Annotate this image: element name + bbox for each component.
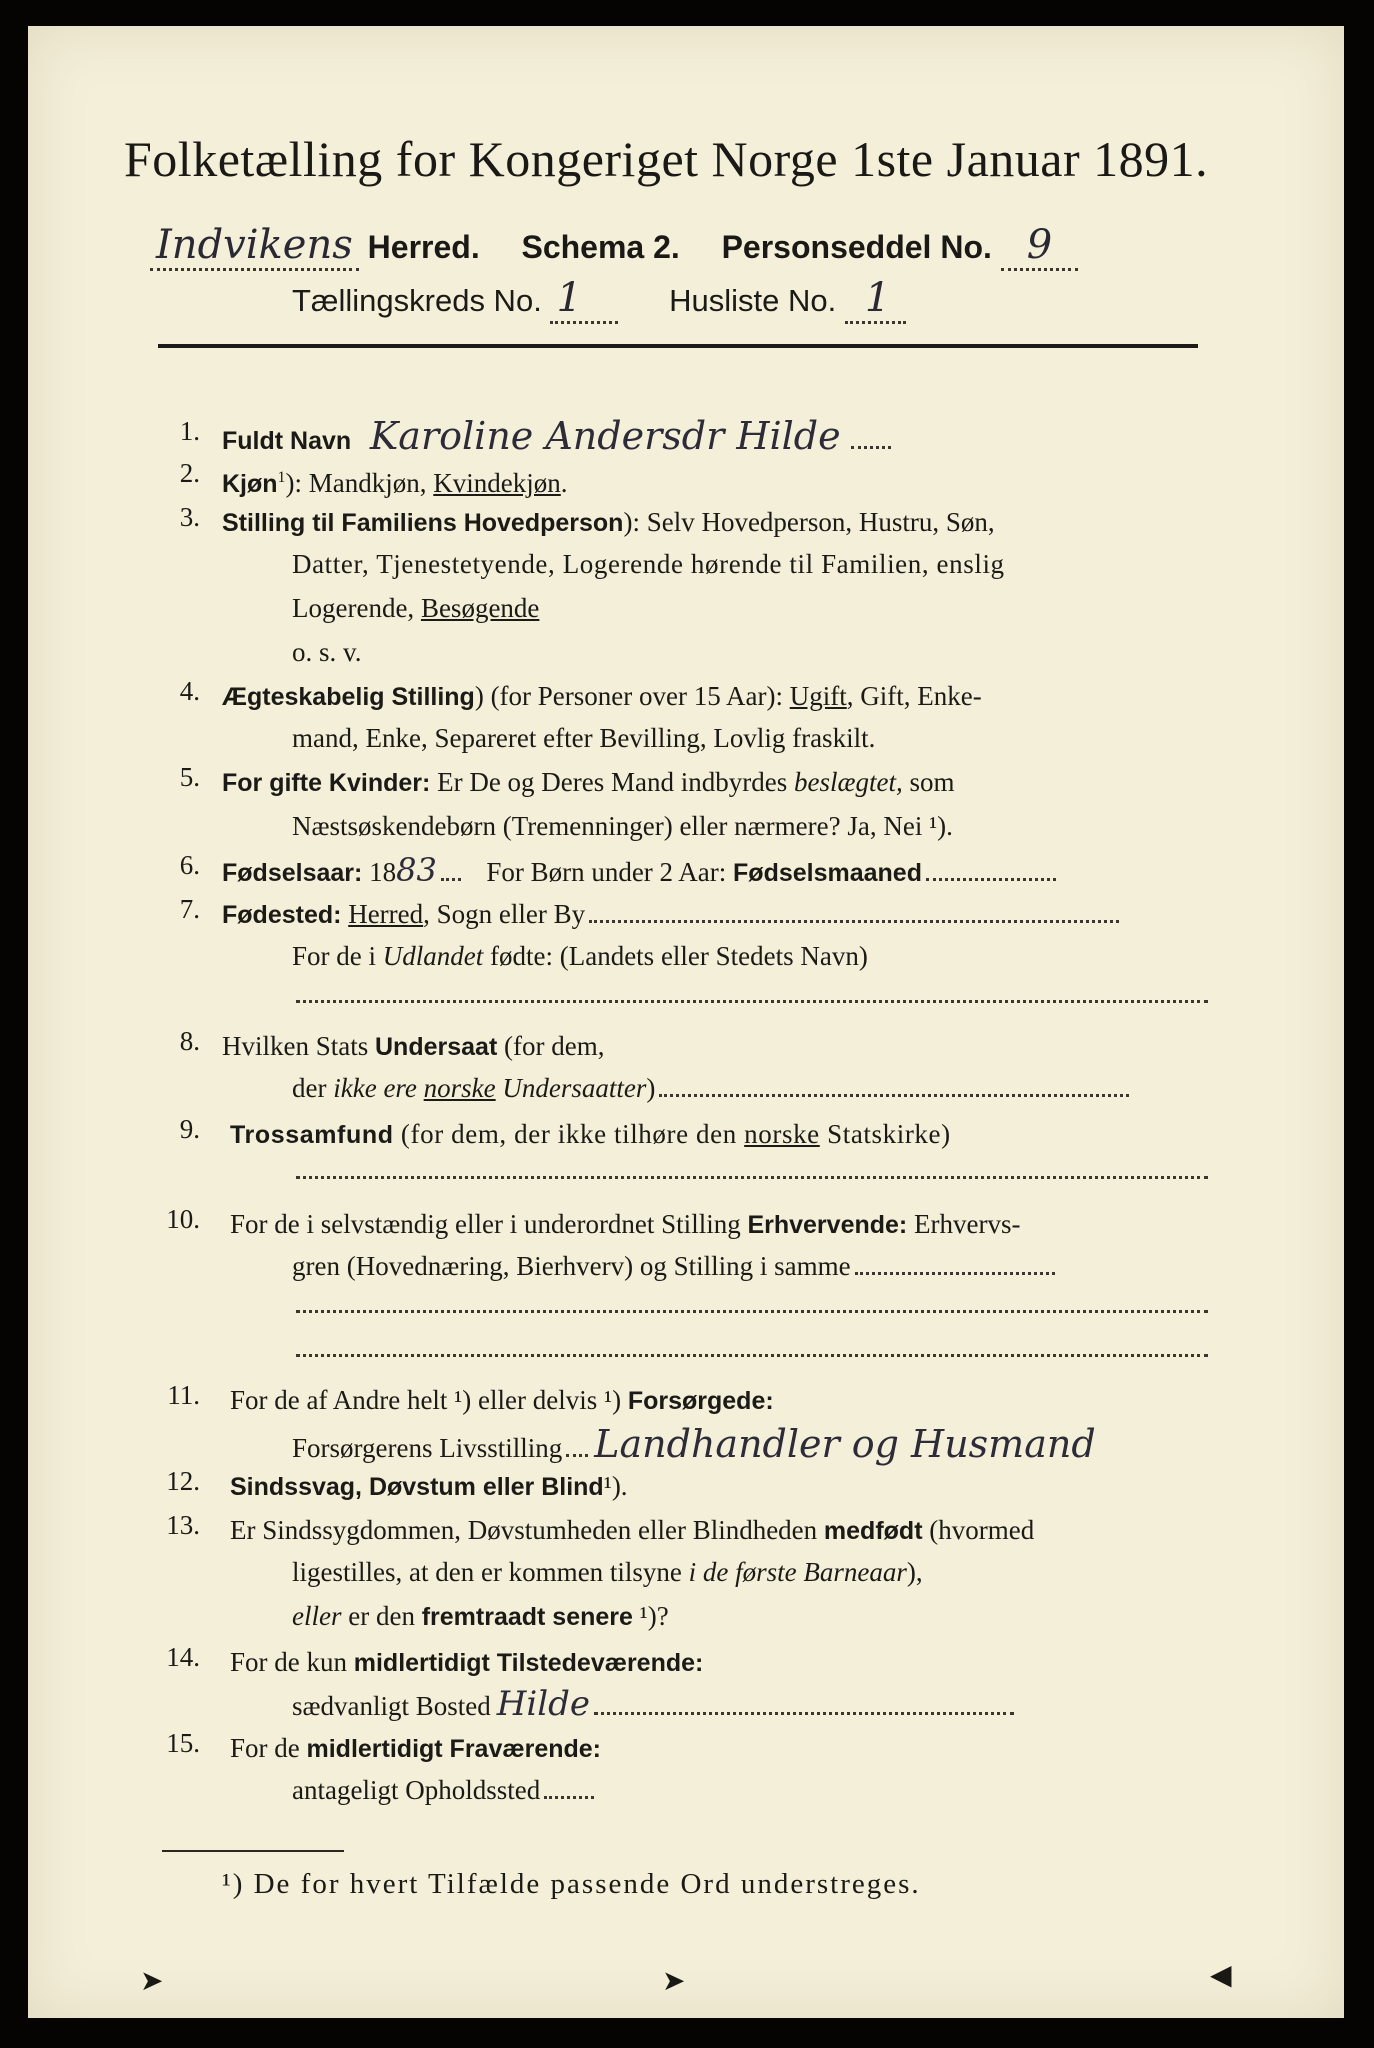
occupation-label: Erhvervende: <box>747 1211 908 1239</box>
herred-label: Herred. <box>367 229 480 265</box>
item-10 <box>230 1204 1020 1245</box>
occupation-line2-text: gren (Hovednæring, Bierhverv) og Stilling i samme <box>292 1251 851 1281</box>
husliste-value: 1 <box>845 275 906 324</box>
religion-text: (for dem, der ikke tilhøre den <box>393 1119 745 1149</box>
sex-options: ): Mandkjøn, <box>285 468 434 498</box>
dotted-line <box>296 1176 1208 1179</box>
dotted-line <box>296 1000 1208 1003</box>
family-position-options: ): Selv Hovedperson, Hustru, Søn, <box>623 507 995 537</box>
congenital-line3-text: er den <box>341 1601 422 1631</box>
item-number: 13. <box>166 1510 200 1540</box>
usual-residence-label: sædvanligt Bosted <box>292 1691 491 1721</box>
dotted-line <box>296 1354 1208 1357</box>
item-number: 7. <box>179 894 200 924</box>
abroad-text: For de i <box>292 941 383 971</box>
personseddel-value: 9 <box>1001 222 1078 271</box>
disability-label: Sindssvag, Døvstum eller Blind <box>230 1473 604 1501</box>
item-2: Kjøn$^1$): Mandkjøn, Kvindekjøn. <box>222 468 568 498</box>
disability-footnote: ¹). <box>603 1471 628 1501</box>
item-6 <box>222 850 1056 893</box>
kreds-value: 1 <box>550 275 617 324</box>
usual-residence-value: Hilde <box>496 1684 591 1724</box>
footnote: ¹) De for hvert Tilfælde passende Ord understreges. <box>222 1868 921 1900</box>
item-number: 6. <box>179 850 200 880</box>
marital-label: Ægteskabelig Stilling <box>222 683 475 711</box>
congenital-text: Er Sindssygdommen, Døvstumheden eller Blindheden <box>230 1515 824 1545</box>
item-14 <box>230 1642 703 1683</box>
marital-options: , Gift, Enke- <box>846 681 982 711</box>
item-number: 10. <box>166 1204 200 1234</box>
item-number: 8. <box>179 1026 200 1056</box>
birth-month-label: Fødselsmaaned <box>733 859 922 887</box>
family-position-line-4: o. s. v. <box>292 637 362 667</box>
sex-selected: Kvindekjøn <box>433 468 561 498</box>
temporary-absent-text: For de <box>230 1733 307 1763</box>
citizenship-line2-subjects: Undersaatter <box>495 1073 647 1103</box>
family-position-text: Logerende, <box>292 593 421 623</box>
item-5 <box>222 762 955 803</box>
personseddel-label: Personseddel No. <box>721 229 992 265</box>
item-number: 1. <box>179 416 200 446</box>
birth-year-value: 83 <box>396 851 437 889</box>
religion-label: Trossamfund <box>230 1121 394 1149</box>
probable-residence-label: antageligt Opholdssted <box>292 1775 541 1805</box>
temporary-present-line-2 <box>292 1684 1014 1726</box>
supported-text: For de af Andre helt ¹) eller delvis ¹) <box>230 1385 628 1415</box>
provider-occupation-label: Forsørgerens Livsstilling <box>292 1433 563 1463</box>
item-8 <box>222 1026 604 1067</box>
married-women-line-2: Næstsøskendebørn (Tremenninger) eller nærmere? Ja, Nei ¹). <box>292 811 953 841</box>
birthplace-options: , Sogn eller By <box>423 899 586 929</box>
item-number: 5. <box>179 762 200 792</box>
full-name-label: Fuldt Navn <box>222 427 352 455</box>
citizenship-line-2: der ikke ere norske Undersaatter) <box>292 1068 1129 1108</box>
related-word: beslægtet, <box>794 767 903 797</box>
family-position-label: Stilling til Familiens Hovedperson <box>222 509 624 537</box>
item-number: 9. <box>179 1114 200 1144</box>
acquired-later-label: fremtraadt senere <box>421 1603 633 1631</box>
abroad-word: Udlandet <box>382 941 484 971</box>
citizenship-text-end: (for dem, <box>497 1031 605 1061</box>
married-women-text-end: som <box>902 767 955 797</box>
citizenship-text: Hvilken Stats <box>222 1031 375 1061</box>
item-1 <box>222 416 891 461</box>
family-position-selected: Besøgende <box>420 593 540 623</box>
item-4 <box>222 676 982 717</box>
abroad-text-end: fødte: (Landets eller Stedets Navn) <box>483 941 868 971</box>
form-title: Folketælling for Kongeriget Norge 1ste Januar 1891. <box>124 131 1209 187</box>
marital-selected: Ugift <box>789 681 847 711</box>
birthplace-line-2 <box>292 936 868 976</box>
footnote-divider <box>162 1850 344 1852</box>
married-women-text: Er De og Deres Mand indbyrdes <box>430 767 794 797</box>
citizenship-line2-italic: ikke ere <box>333 1073 424 1103</box>
marital-line-2: mand, Enke, Separeret efter Bevilling, Lovlig fraskilt. <box>292 723 876 753</box>
dotted-line <box>296 1310 1208 1313</box>
birthplace-selected: Herred <box>348 899 424 929</box>
birth-month-text: For Børn under 2 Aar: <box>486 857 727 887</box>
header-divider <box>158 344 1198 348</box>
family-position-line-2: Datter, Tjenestetyende, Logerende hørende til Familien, enslig <box>292 549 1005 579</box>
item-number: 4. <box>179 676 200 706</box>
herred-line <box>150 222 1078 268</box>
occupation-text-end: Erhvervs- <box>907 1209 1021 1239</box>
full-name-value: Karoline Andersdr Hilde <box>369 414 841 458</box>
religion-text-end: Statskirke) <box>819 1119 951 1149</box>
temporary-present-text: For de kun <box>230 1647 354 1677</box>
congenital-line-3 <box>292 1596 669 1637</box>
item-11 <box>230 1380 774 1421</box>
item-number: 12. <box>166 1466 200 1496</box>
item-number: 11. <box>167 1380 200 1410</box>
corner-mark-icon: ➤ <box>140 1966 164 1997</box>
item-13 <box>230 1510 1034 1551</box>
item-15 <box>230 1728 601 1769</box>
corner-mark-icon: ◀ <box>1210 1960 1232 1991</box>
item-number: 3. <box>179 502 200 532</box>
husliste-label: Husliste No. <box>669 283 837 318</box>
item-number: 14. <box>166 1642 200 1672</box>
married-women-label: For gifte Kvinder: <box>222 769 431 797</box>
family-position-line-3 <box>292 588 539 628</box>
congenital-line3-or: eller <box>292 1601 342 1631</box>
herred-handwritten: Indvikens <box>150 222 359 271</box>
congenital-line3-end: ¹)? <box>632 1601 669 1631</box>
center-mark-icon: ➤ <box>662 1966 686 1997</box>
item-9 <box>230 1114 951 1155</box>
item-3 <box>222 502 995 543</box>
supported-line-2 <box>292 1424 1096 1468</box>
congenital-line-2: ligestilles, at den er kommen tilsyne i de første Barneaar), <box>292 1557 923 1587</box>
temporary-present-label: midlertidigt Tilstedeværende: <box>353 1649 704 1677</box>
congenital-text-end: (hvormed <box>922 1515 1035 1545</box>
supported-label: Forsørgede: <box>627 1387 774 1415</box>
schema-label: Schema 2. <box>521 229 680 265</box>
item-7 <box>222 894 1119 935</box>
kreds-line <box>292 275 906 321</box>
religion-norwegian: norske <box>744 1119 820 1149</box>
occupation-line-2 <box>292 1246 1055 1286</box>
kreds-label: Tællingskreds No. <box>292 283 542 318</box>
birth-year-label: Fødselsaar: <box>222 859 363 887</box>
citizenship-line2-text: der <box>292 1073 334 1103</box>
birth-year-prefix: 18 <box>362 857 397 887</box>
congenital-label: medfødt <box>823 1517 923 1545</box>
item-12 <box>230 1466 628 1507</box>
sex-label: Kjøn <box>222 470 278 498</box>
provider-occupation-value: Landhandler og Husmand <box>594 1422 1096 1466</box>
item-number: 2. <box>179 458 200 488</box>
marital-text: ) (for Personer over 15 Aar): <box>474 681 790 711</box>
birthplace-label: Fødested: <box>222 901 342 929</box>
item-number: 15. <box>166 1728 200 1758</box>
congenital-line2-text: ligestilles, at den er kommen tilsyne <box>292 1557 689 1587</box>
citizenship-label: Undersaat <box>375 1033 498 1061</box>
occupation-text: For de i selvstændig eller i underordnet Stilling <box>230 1209 748 1239</box>
temporary-absent-line-2 <box>292 1770 594 1810</box>
temporary-absent-label: midlertidigt Fraværende: <box>306 1735 601 1763</box>
citizenship-line2-norwegian: norske <box>423 1073 496 1103</box>
congenital-line2-italic: i de første Barneaar <box>688 1557 907 1587</box>
